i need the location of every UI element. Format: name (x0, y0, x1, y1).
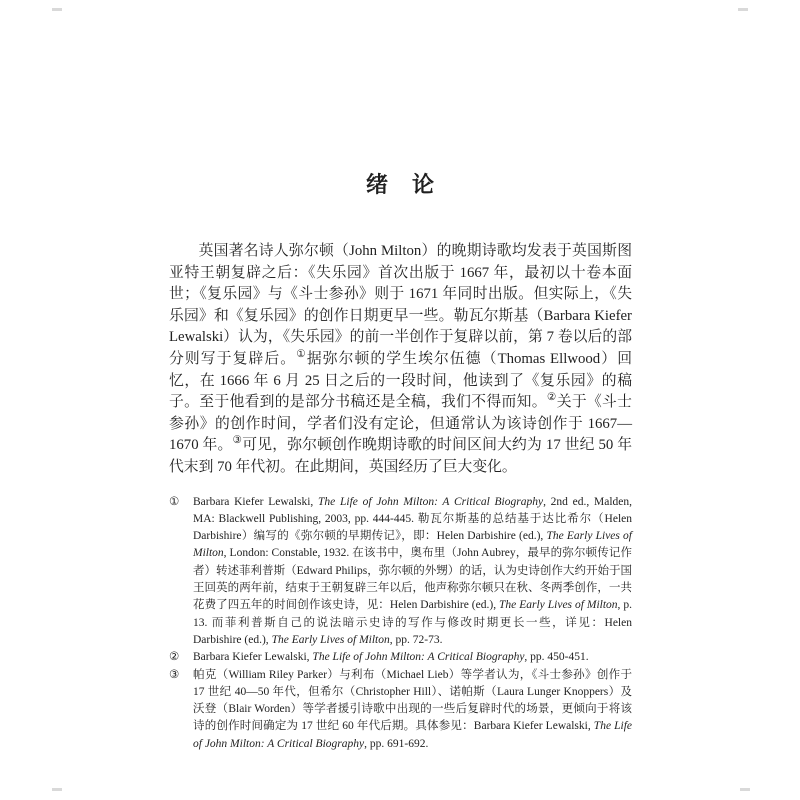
book-title-italic: The Life of John Milton: A Critical Biography (318, 495, 544, 508)
footnote-item-1 (169, 494, 632, 650)
paragraph-segment: 据弥尔顿的学生埃尔伍德（Thomas Ellwood）回忆，在 1666 年 6 月 25 日之后的一段时间，他读到了《复乐园》的稿子。至于他看到的是部分书稿还是全稿，我们不得而知。 (169, 350, 632, 411)
book-title-italic: The Early Lives of Milton (271, 633, 390, 646)
footnote-segment: , pp. 691-692. (364, 737, 429, 750)
crop-mark-top-right (738, 8, 748, 11)
paragraph-segment: 关于《斗士参孙》的创作时间，学者们没有定论，但通常认为该诗创作于 1667—1670 年。 (169, 394, 632, 454)
book-title-italic: The Life of John Milton: A Critical Biography (193, 720, 633, 750)
crop-mark-bottom-right (740, 788, 750, 791)
footnote-segment: 帕克（William Riley Parker）与利布（Michael Lieb）等学者认为，《斗士参孙》创作于 17 世纪 40—50 年代，但希尔（Christopher Hill）、诺帕斯（Laura Lunger Knoppers）及沃登（Blair Worden）等学者援引诗歌中出现的一些后复辟时代的场景，更倾向于将该诗的创作时间确定为 17 世纪 60 年代后期。具体参见：Barbara Kiefer Lewalski, (193, 668, 632, 733)
footnote-marker-2: ② (169, 651, 180, 664)
crop-mark-bottom-left (52, 788, 62, 791)
main-paragraph (169, 241, 632, 479)
text-block (169, 168, 632, 753)
footnote-text-3 (193, 669, 632, 750)
footnotes-section (169, 494, 632, 753)
page-title: 绪 论 (365, 172, 435, 197)
book-title-italic: The Early Lives of Milton (499, 599, 618, 612)
footnote-segment: , pp. 450-451. (524, 651, 589, 664)
paragraph-segment: 英国著名诗人弥尔顿（John Milton）的晚期诗歌均发表于英国斯图亚特王朝复辟之后：《失乐园》首次出版于 1667 年，最初以十卷本面世；《复乐园》与《斗士参孙》则于 1671 年同时出版。但实际上，《失乐园》和《复乐园》的创作日期更早一些。勒瓦尔斯基（Barbara Kiefer Lewalski）认为，《失乐园》的前一半创作于复辟以前，第 7 卷以后的部分则写于复辟后。 (169, 243, 632, 367)
footnote-item-3 (169, 667, 632, 753)
crop-mark-top-left (52, 8, 62, 11)
footnote-ref-1: ① (296, 349, 307, 361)
footnote-text-1 (193, 496, 632, 646)
footnote-text-2 (193, 651, 589, 663)
footnote-segment: , p. 13. 而菲利普斯自己的说法暗示史诗的写作与修改时期更长一些，详见：Helen Darbishire (ed.), (193, 599, 633, 646)
book-title-italic: The Life of John Milton: A Critical Biography (312, 651, 525, 664)
footnote-segment: Barbara Kiefer Lewalski, (193, 495, 319, 508)
footnote-segment: Barbara Kiefer Lewalski, (193, 651, 313, 664)
footnote-segment: , 2nd ed., Malden, MA: Blackwell Publishing, 2003, pp. 444-445. 勒瓦尔斯基的总结基于达比希尔（Helen Darbishire）编写的《弥尔顿的早期传记》，即：Helen Darbishire (ed.), (193, 495, 633, 543)
footnote-marker-3: ③ (169, 668, 180, 681)
footnote-ref-3: ③ (232, 435, 243, 447)
footnote-ref-2: ② (546, 392, 557, 404)
footnote-segment: , London: Constable, 1932. 在该书中，奥布里（John Aubrey，最早的弥尔顿传记作者）转述菲利普斯（Edward Philips，弥尔顿的外甥）的话，认为史诗创作大约开始于国王回英的两年前，结束于王朝复辟三年以后，他声称弥尔顿只在秋、冬两季创作，一共花费了四五年的时间创作该史诗，见：Helen Darbishire (ed.), (193, 547, 632, 612)
footnote-item-2 (169, 649, 632, 666)
footnote-marker-1: ① (169, 495, 180, 508)
paragraph-segment: 可见，弥尔顿创作晚期诗歌的时间区间大约为 17 世纪 50 年代末到 70 年代初。在此期间，英国经历了巨大变化。 (169, 437, 632, 475)
book-title-italic: The Early Lives of Milton (193, 530, 632, 560)
footnote-segment: , pp. 72-73. (389, 633, 443, 646)
